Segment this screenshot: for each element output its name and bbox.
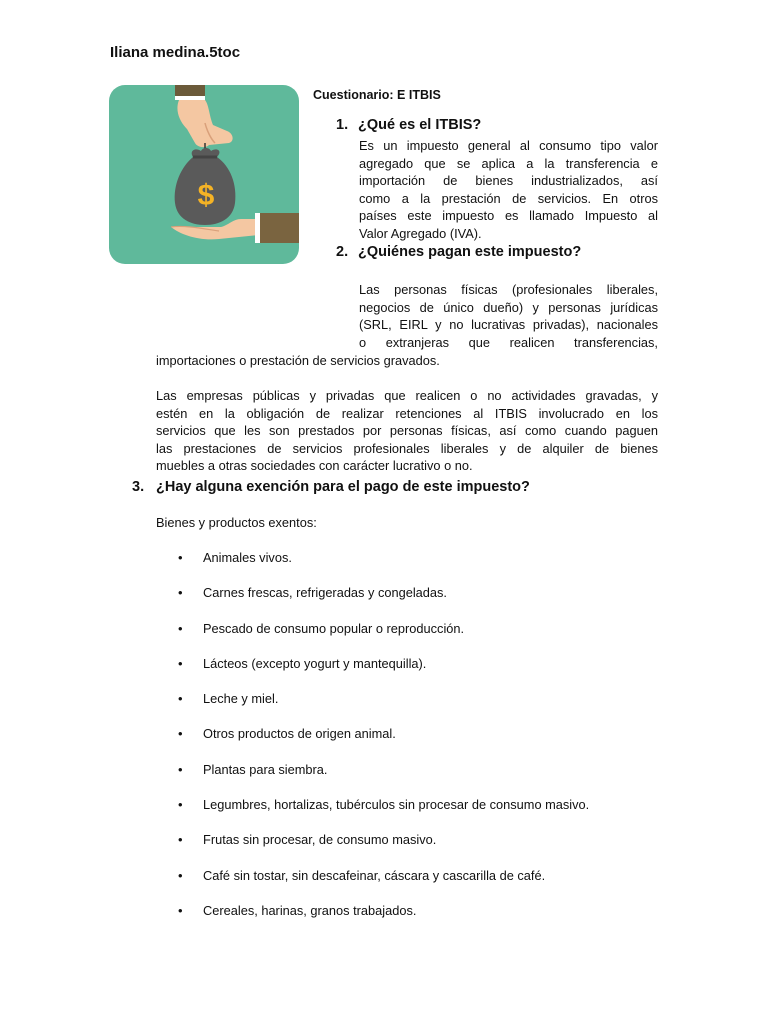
question-1-answer <box>359 137 658 243</box>
list-item <box>178 797 658 832</box>
list-item-text: Frutas sin procesar, de consumo masivo. <box>203 832 437 848</box>
answer-line: muebles a otras sociedades con carácter lucrativo o no. <box>156 458 473 474</box>
answer-line: las prestaciones de servicios profesionales liberales y de alquiler de bienes <box>156 440 658 456</box>
questionnaire-title: Cuestionario: E ITBIS <box>313 88 441 102</box>
list-item-text: Lácteos (excepto yogurt y mantequilla). <box>203 655 427 671</box>
list-item <box>178 691 658 726</box>
question-2-number: 2. <box>336 244 349 260</box>
exempt-intro: Bienes y productos exentos: <box>156 515 317 530</box>
list-item <box>178 762 658 797</box>
question-3-number: 3. <box>132 479 145 495</box>
author-name: Iliana medina.5toc <box>110 44 241 61</box>
list-item-text: Leche y miel. <box>203 691 279 707</box>
list-item <box>178 726 658 761</box>
answer-line: estén en la obligación de realizar retenciones al ITBIS involucrado en los <box>156 405 658 421</box>
money-bag-illustration <box>109 85 299 264</box>
exempt-items-list <box>178 550 658 938</box>
dollar-symbol: $ <box>197 179 215 212</box>
bullet-icon: • <box>178 585 183 601</box>
question-1-number: 1. <box>336 117 349 133</box>
list-item-text: Animales vivos. <box>203 550 292 565</box>
bullet-icon: • <box>178 867 183 883</box>
list-item-text: Cereales, harinas, granos trabajados. <box>203 902 417 918</box>
answer-line: negocios de único dueño) y personas jurídicas <box>359 299 658 315</box>
question-2-text: ¿Quiénes pagan este impuesto? <box>358 244 582 260</box>
bullet-icon: • <box>178 832 183 848</box>
list-item <box>178 656 658 691</box>
question-1-text: ¿Qué es el ITBIS? <box>358 117 482 133</box>
list-item <box>178 550 658 585</box>
answer-line: importación de bienes industrializados, así <box>359 173 658 189</box>
question-2-answer-part1 <box>359 281 658 351</box>
bullet-icon: • <box>178 550 183 565</box>
bullet-icon: • <box>178 691 183 707</box>
answer-line: servicios que les son prestados por personas físicas, así como cuando paguen <box>156 423 658 439</box>
list-item-text: Legumbres, hortalizas, tubérculos sin procesar de consumo masivo. <box>203 797 590 813</box>
answer-line: países este impuesto es llamado Impuesto al <box>359 208 658 224</box>
answer-line: Es un impuesto general al consumo tipo valor <box>359 138 658 153</box>
answer-line: Las empresas públicas y privadas que realicen o no actividades gravadas, y <box>156 388 658 403</box>
list-item <box>178 903 658 938</box>
list-item-text: Café sin tostar, sin descafeinar, cáscara y cascarilla de café. <box>203 867 546 883</box>
answer-line: Las personas físicas (profesionales liberales, <box>359 282 658 297</box>
answer-line: como a la prestación de servicios. En otros <box>359 190 658 206</box>
list-item-text: Carnes frescas, refrigeradas y congeladas. <box>203 585 447 601</box>
bullet-icon: • <box>178 655 183 671</box>
bullet-icon: • <box>178 797 183 813</box>
answer-line: (SRL, EIRL y no lucrativas privadas), nacionales <box>359 317 658 333</box>
list-item <box>178 621 658 656</box>
bullet-icon: • <box>178 761 183 777</box>
bullet-icon: • <box>178 620 183 636</box>
list-item-text: Plantas para siembra. <box>203 761 328 777</box>
answer-line: Valor Agregado (IVA). <box>359 225 482 241</box>
answer-line: o extranjeras que realicen transferencias, <box>359 334 658 350</box>
answer-line: agregado que se aplica a la transferencia e <box>359 155 658 171</box>
list-item <box>178 832 658 867</box>
question-2-answer-part1-tail <box>156 352 658 370</box>
list-item-text: Pescado de consumo popular o reproducción. <box>203 620 465 636</box>
list-item <box>178 868 658 903</box>
list-item <box>178 585 658 620</box>
bullet-icon: • <box>178 902 183 918</box>
answer-line: importaciones o prestación de servicios gravados. <box>156 353 440 368</box>
question-2-answer-part2 <box>156 387 658 475</box>
list-item-text: Otros productos de origen animal. <box>203 726 396 742</box>
money-bag-icon <box>109 85 299 264</box>
question-3-text: ¿Hay alguna exención para el pago de este impuesto? <box>156 479 530 495</box>
bullet-icon: • <box>178 726 183 742</box>
